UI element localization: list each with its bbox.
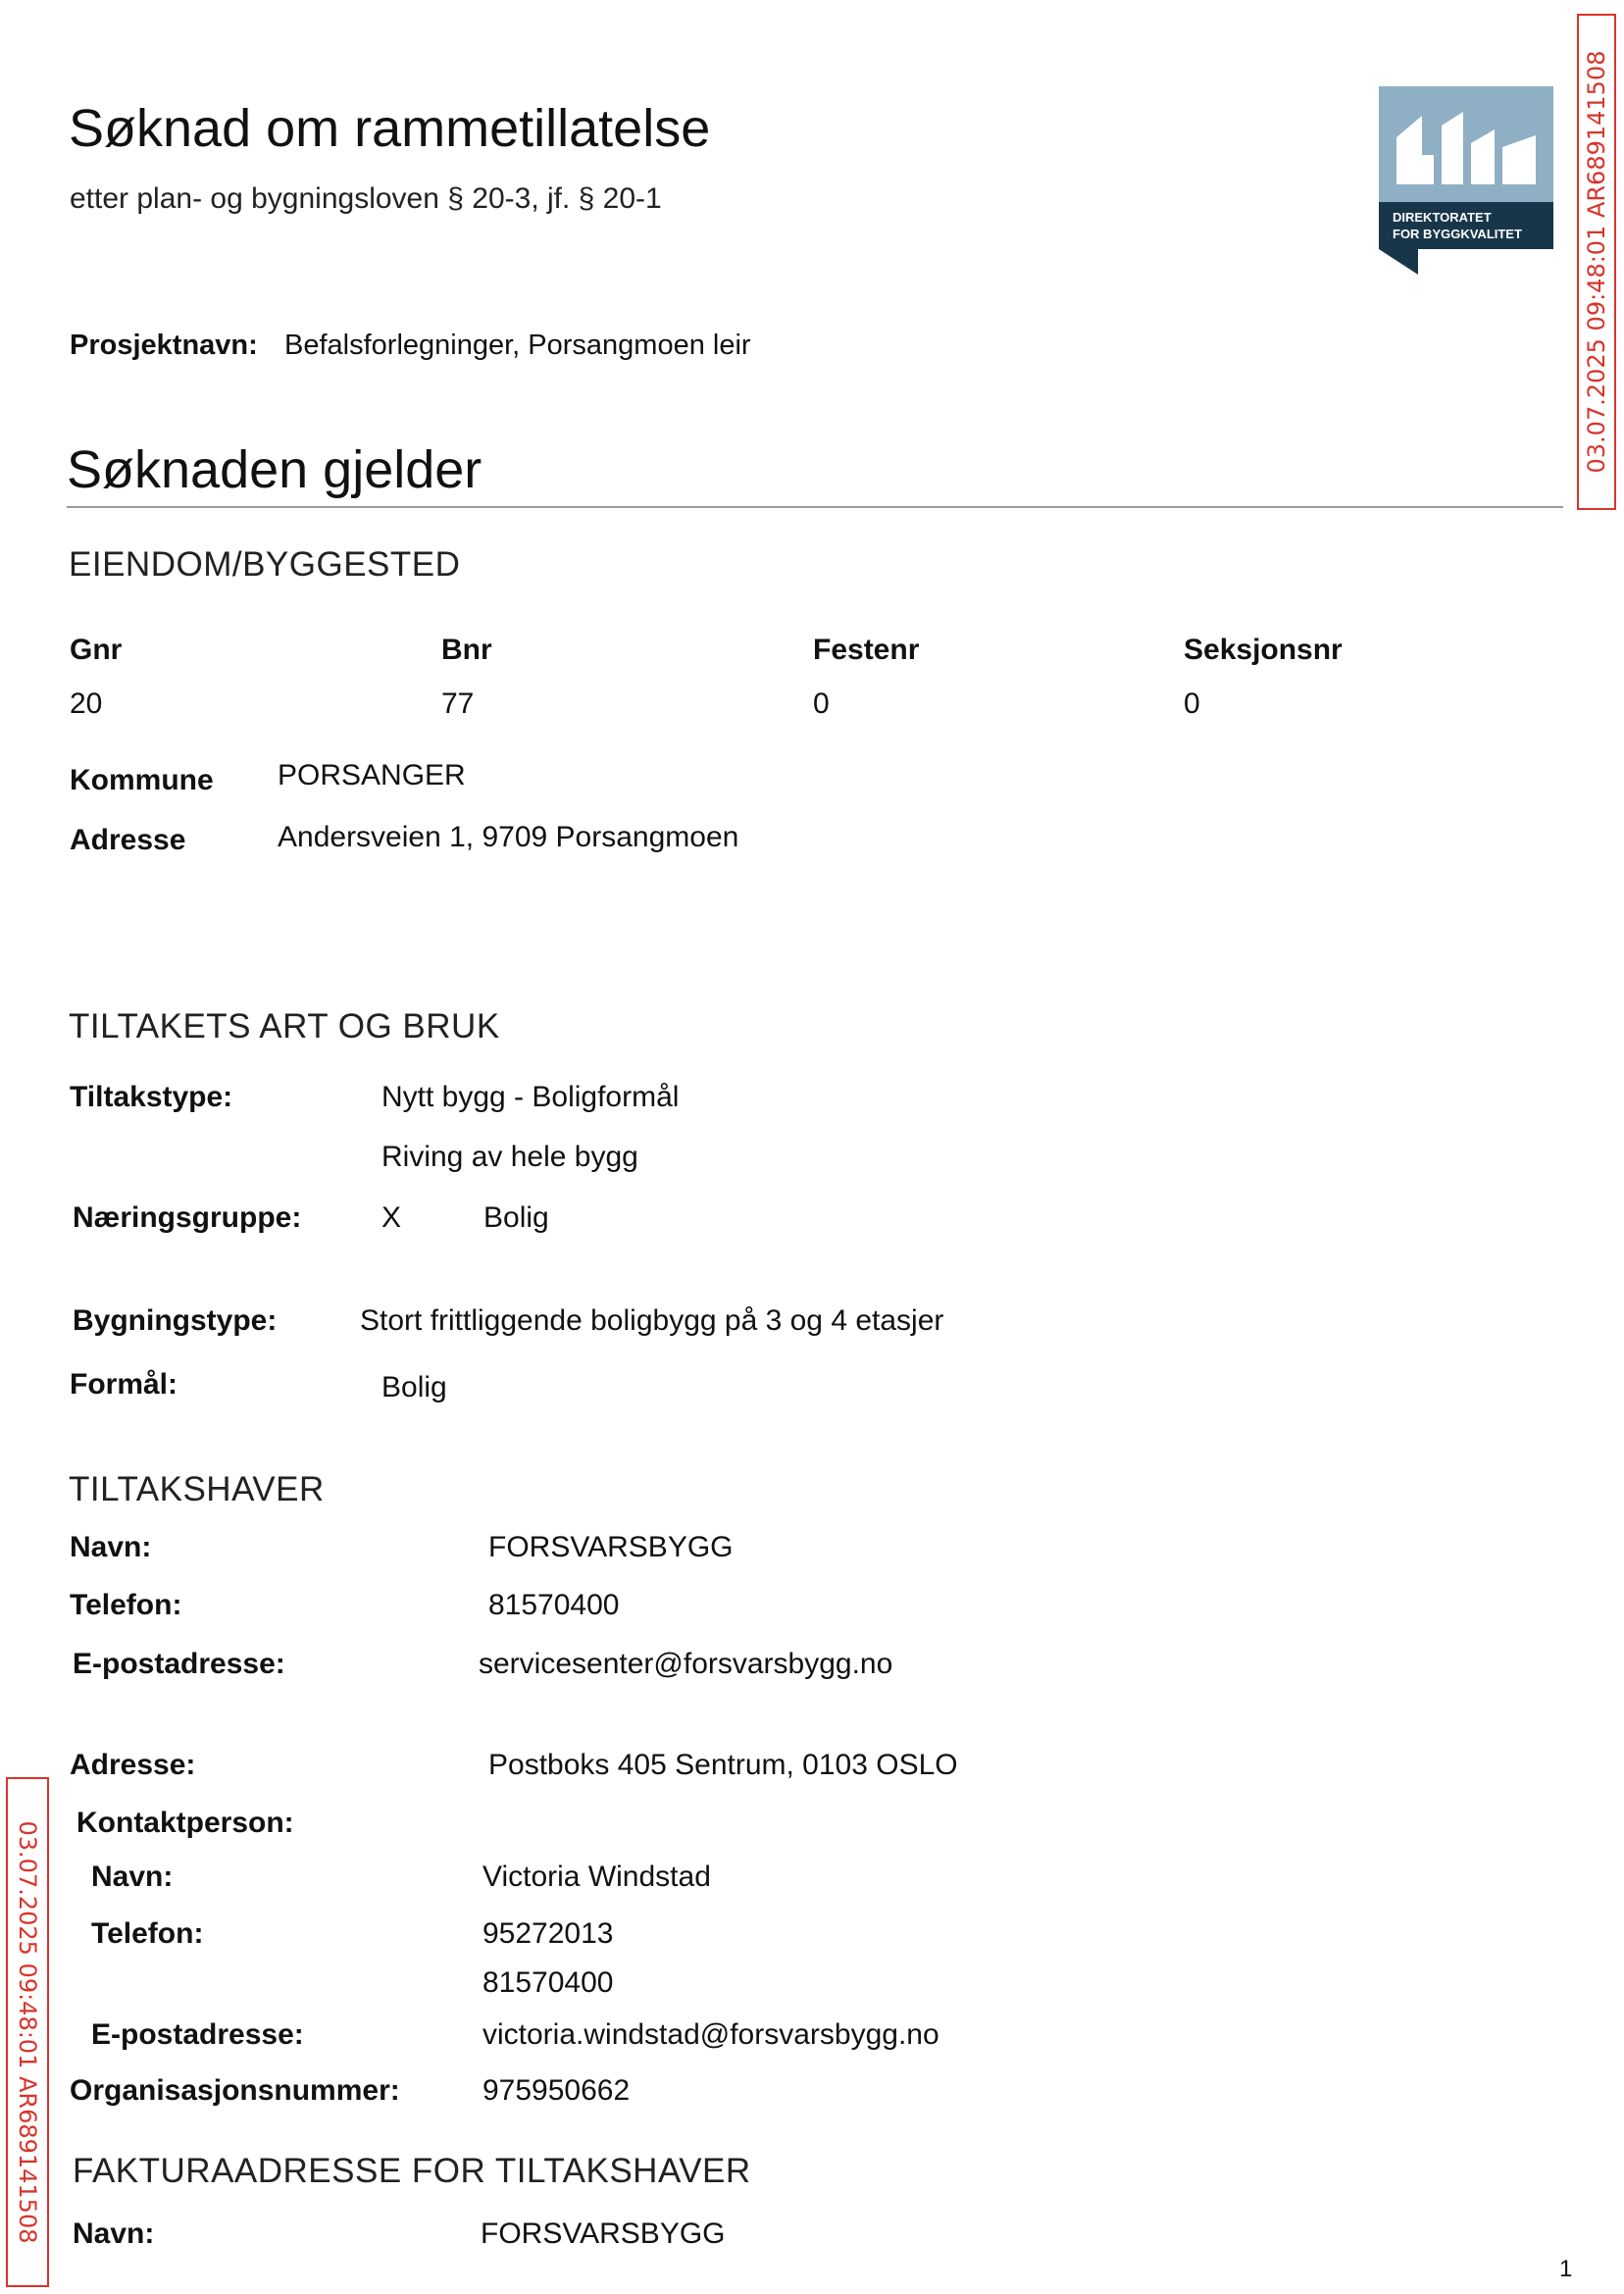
kontakt-epost-label: E-postadresse: bbox=[91, 2018, 304, 2051]
naeringsgruppe-label: Næringsgruppe: bbox=[73, 1201, 302, 1234]
page-number: 1 bbox=[1559, 2256, 1573, 2282]
kontakt-telefon-value-2: 81570400 bbox=[482, 1966, 614, 1999]
naeringsgruppe-code: X bbox=[381, 1201, 402, 1234]
seksjonsnr-value: 0 bbox=[1184, 688, 1200, 720]
bnr-label: Bnr bbox=[441, 634, 492, 666]
faktura-navn-value: FORSVARSBYGG bbox=[481, 2218, 726, 2250]
kontakt-navn-label: Navn: bbox=[91, 1861, 174, 1893]
kontakt-navn-value: Victoria Windstad bbox=[482, 1861, 711, 1893]
tiltakshaver-epost-value: servicesenter@forsvarsbygg.no bbox=[479, 1648, 893, 1680]
tiltakshaver-telefon-label: Telefon: bbox=[70, 1589, 182, 1621]
logo-text-line1: DIREKTORATET bbox=[1393, 210, 1492, 225]
stamp-text-left: 03.07.2025 09:48:01 AR689141508 bbox=[14, 1820, 41, 2244]
gnr-value: 20 bbox=[70, 688, 103, 720]
festenr-value: 0 bbox=[813, 688, 830, 720]
tiltakshaver-adresse-label: Adresse: bbox=[70, 1749, 196, 1781]
main-heading: Søknaden gjelder bbox=[67, 440, 482, 499]
tiltakstype-value-2: Riving av hele bygg bbox=[381, 1141, 638, 1173]
section-heading-tiltakshaver: TILTAKSHAVER bbox=[69, 1470, 325, 1508]
stamp-text-right: 03.07.2025 09:48:01 AR689141508 bbox=[1583, 50, 1610, 474]
tiltakshaver-adresse-value: Postboks 405 Sentrum, 0103 OSLO bbox=[488, 1749, 958, 1781]
bygningstype-value: Stort frittliggende boligbygg på 3 og 4 etasjer bbox=[360, 1304, 944, 1337]
faktura-navn-label: Navn: bbox=[73, 2218, 155, 2250]
adresse-label: Adresse bbox=[70, 824, 186, 856]
seksjonsnr-label: Seksjonsnr bbox=[1184, 634, 1343, 666]
tiltakshaver-navn-label: Navn: bbox=[70, 1531, 152, 1563]
document-stamp-right bbox=[1577, 14, 1616, 510]
gnr-label: Gnr bbox=[70, 634, 123, 666]
tiltakshaver-navn-value: FORSVARSBYGG bbox=[488, 1531, 734, 1563]
project-label: Prosjektnavn: bbox=[70, 330, 258, 361]
adresse-value: Andersveien 1, 9709 Porsangmoen bbox=[278, 821, 739, 853]
kontaktperson-label: Kontaktperson: bbox=[76, 1807, 294, 1839]
dibk-logo bbox=[1379, 86, 1553, 275]
page-title: Søknad om rammetillatelse bbox=[69, 99, 711, 158]
festenr-label: Festenr bbox=[813, 634, 920, 666]
bygningstype-label: Bygningstype: bbox=[73, 1304, 278, 1337]
orgnr-label: Organisasjonsnummer: bbox=[70, 2074, 400, 2107]
tiltakstype-value-1: Nytt bygg - Boligformål bbox=[381, 1081, 680, 1113]
orgnr-value: 975950662 bbox=[482, 2074, 631, 2107]
kontakt-telefon-value-1: 95272013 bbox=[482, 1917, 614, 1950]
kommune-value: PORSANGER bbox=[278, 759, 466, 791]
dibk-logo-graphic bbox=[1379, 86, 1553, 275]
document-stamp-left bbox=[6, 1777, 49, 2287]
bnr-value: 77 bbox=[441, 688, 475, 720]
naeringsgruppe-value: Bolig bbox=[483, 1201, 549, 1234]
section-heading-faktura: FAKTURAADRESSE FOR TILTAKSHAVER bbox=[73, 2152, 751, 2190]
formal-value: Bolig bbox=[381, 1371, 447, 1403]
kontakt-epost-value: victoria.windstad@forsvarsbygg.no bbox=[482, 2018, 939, 2051]
tiltakstype-label: Tiltakstype: bbox=[70, 1081, 233, 1113]
section-heading-eiendom: EIENDOM/BYGGESTED bbox=[69, 545, 461, 584]
kontakt-telefon-label: Telefon: bbox=[91, 1917, 204, 1950]
tiltakshaver-telefon-value: 81570400 bbox=[488, 1589, 620, 1621]
formal-label: Formål: bbox=[70, 1368, 178, 1401]
tiltakshaver-epost-label: E-postadresse: bbox=[73, 1648, 285, 1680]
heading-divider bbox=[67, 506, 1563, 508]
page-subtitle: etter plan- og bygningsloven § 20-3, jf. § 20-1 bbox=[70, 182, 662, 215]
kommune-label: Kommune bbox=[70, 764, 214, 796]
section-heading-tiltak: TILTAKETS ART OG BRUK bbox=[69, 1007, 500, 1045]
project-value: Befalsforlegninger, Porsangmoen leir bbox=[284, 330, 751, 361]
logo-text-line2: FOR BYGGKVALITET bbox=[1393, 227, 1522, 241]
